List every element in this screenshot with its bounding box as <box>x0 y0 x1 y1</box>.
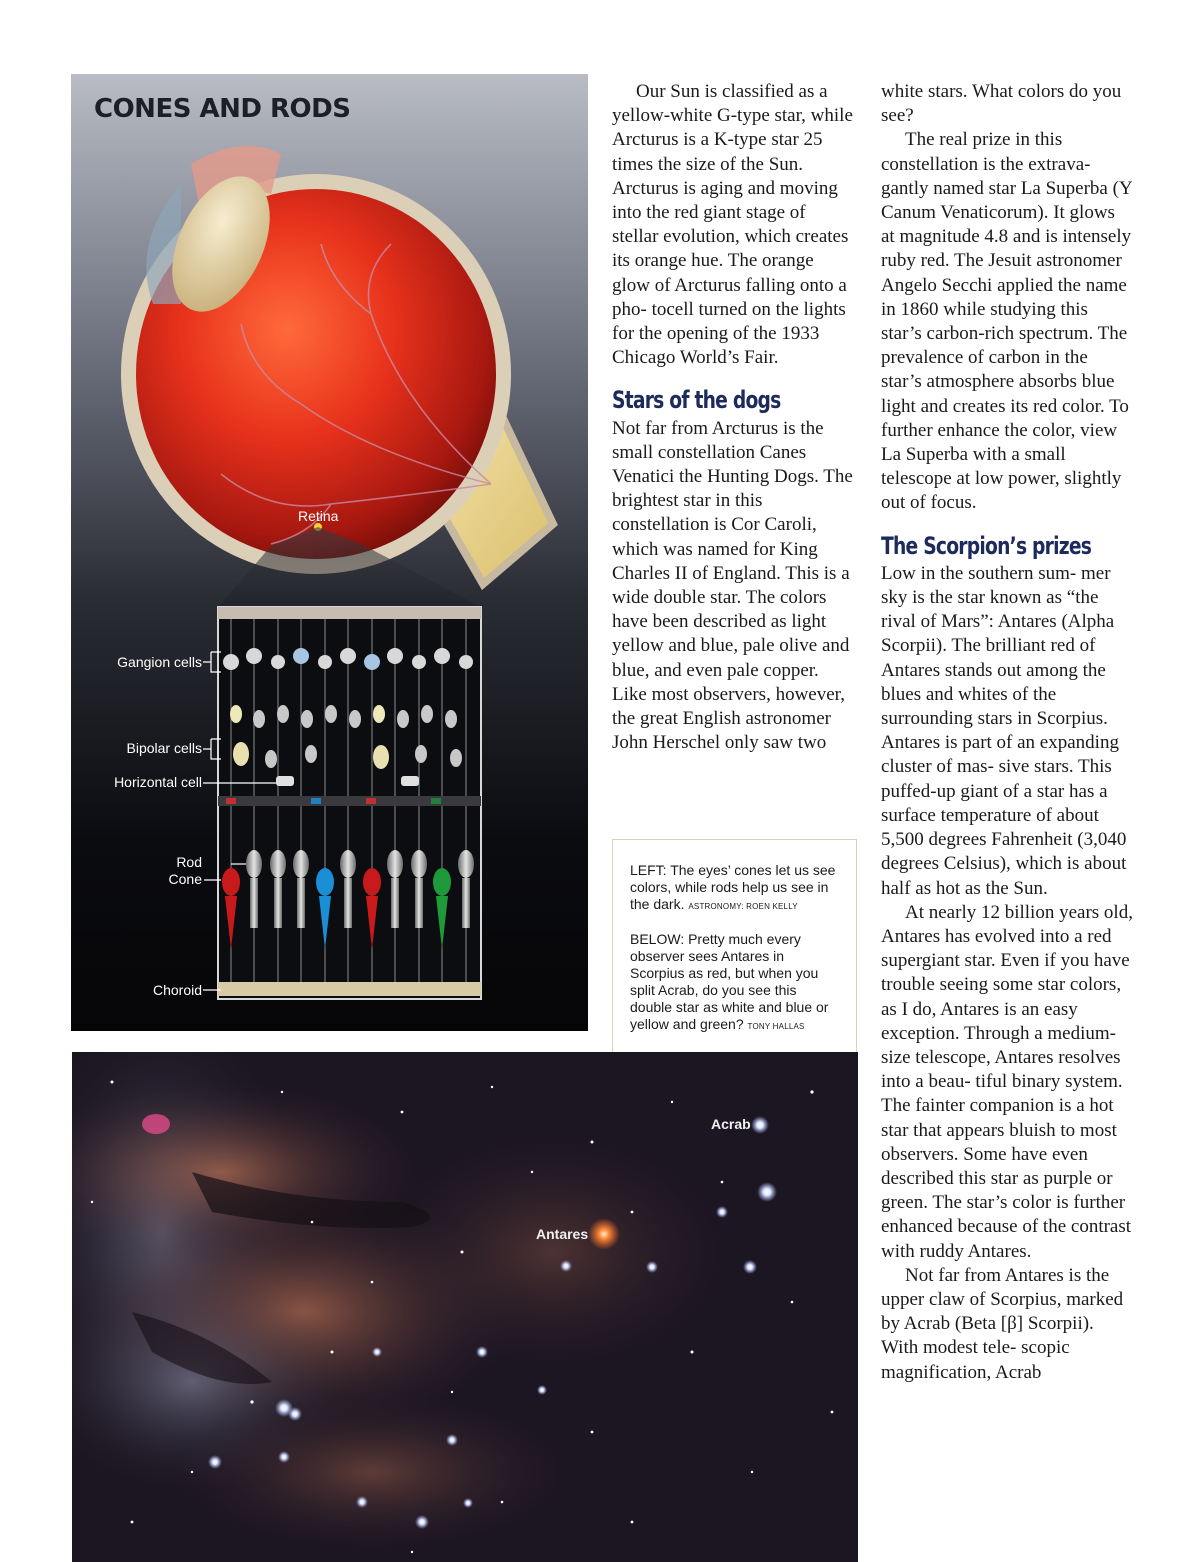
label-bipolar-cells: Bipolar cells <box>126 740 202 756</box>
section-heading-stars-of-the-dogs: Stars of the dogs <box>612 386 781 415</box>
paragraph: Low in the southern sum- mer sky is the star known as “the rival of Mars”: Antares (Alpha Scorpii). The brilliant red of Antares stands out among the blues and whites of the surrounding stars in Scorpius. Antares is part of an expanding cluster of mas- sive stars. This puffed-up giant of a star has a surface temperature of about 5,500 degrees Fahrenheit (3,040 degrees Celsius), which is about half as hot as the Sun. <box>881 562 1127 899</box>
acrab-star <box>751 1116 769 1134</box>
paragraph: At nearly 12 billion years old, Antares has evolved into a red supergiant star. Even if you have trouble seeing some star colors, as I do, Antares is an easy exception. Through a medium-size telescope, Antares resolves into a beau- tiful binary system. The fainter companion is a hot star that appears bluish to most observers. Some have even described this star as purple or green. The star’s color is further enhanced because of the contrast with ruddy Antares. <box>881 901 1133 1262</box>
label-cone: Cone <box>168 871 202 887</box>
paragraph: Not far from Antares is the upper claw of Scorpius, marked by Acrab (Beta [β] Scorpii). With modest tele- scopic magnification, Acrab <box>881 1264 1124 1383</box>
paragraph: white stars. What colors do you see? <box>881 81 1122 127</box>
article-column-1 <box>612 80 856 755</box>
label-choroid: Choroid <box>152 982 202 998</box>
caption-below-credit: TONY HALLAS <box>747 1022 805 1031</box>
label-acrab: Acrab <box>711 1116 751 1132</box>
choroid-layer <box>218 982 481 996</box>
paragraph: The real prize in this constellation is the extrava- gantly named star La Superba (Y Canum Venaticorum). It glows at magnitude 4.8 and is intensely ruby red. The Jesuit astronomer Angelo Secchi applied the name in 1860 while studying this star’s carbon-rich spectrum. The prevalence of carbon in the star’s atmosphere absorbs blue light and creates its red color. To further enhance the color, view La Superba with a small telescope at low power, slightly out of focus. <box>881 129 1132 514</box>
caption-below <box>630 931 842 1035</box>
caption-box <box>612 839 857 1054</box>
antares-star <box>588 1218 620 1250</box>
section-heading-scorpions-prizes: The Scorpion’s prizes <box>881 531 1092 560</box>
label-antares: Antares <box>536 1226 589 1242</box>
cones-rods-figure <box>71 74 588 1031</box>
paragraph: Not far from Arcturus is the small constellation Canes Venatici the Hunting Dogs. The brightest star in this constellation is Cor Caroli, which was named for King Charles II of England. This is a wide double star. The colors have been described as light yellow and blue, pale olive and blue, and even pale copper. Like most observers, however, the great English astronomer John Herschel only saw two <box>612 417 853 754</box>
scorpius-star-photo <box>72 1052 858 1562</box>
label-rod: Rod <box>176 854 202 870</box>
label-retina: Retina <box>298 508 339 524</box>
caption-left <box>630 862 842 915</box>
label-ganglion-cells: Gangion cells <box>117 654 202 670</box>
lagoon-nebula <box>142 1114 170 1134</box>
article-column-2 <box>881 80 1133 1385</box>
caption-left-credit: ASTRONOMY: ROEN KELLY <box>688 902 798 911</box>
caption-below-text: BELOW: Pretty much every observer sees Antares in Scorpius as red, but when you split Acrab, do you see this double star as white and blue or yellow and green? <box>630 931 829 1032</box>
label-horizontal-cell: Horizontal cell <box>114 774 202 790</box>
figure-title: CONES AND RODS <box>94 94 351 124</box>
caption-left-text: LEFT: The eyes’ cones let us see colors, while rods help us see in the dark. <box>630 862 836 912</box>
paragraph: Our Sun is classified as a yellow-white G-type star, while Arcturus is a K-type star 25 times the size of the Sun. Arcturus is aging and moving into the red giant stage of stellar evolution, which creates its orange hue. The orange glow of Arcturus falling onto a pho- tocell turned on the lights for the opening of the 1933 Chicago World’s Fair. <box>612 81 853 369</box>
retina-cross-section <box>218 607 481 999</box>
eye-diagram <box>71 74 588 1031</box>
horizontal-cell <box>276 776 294 786</box>
